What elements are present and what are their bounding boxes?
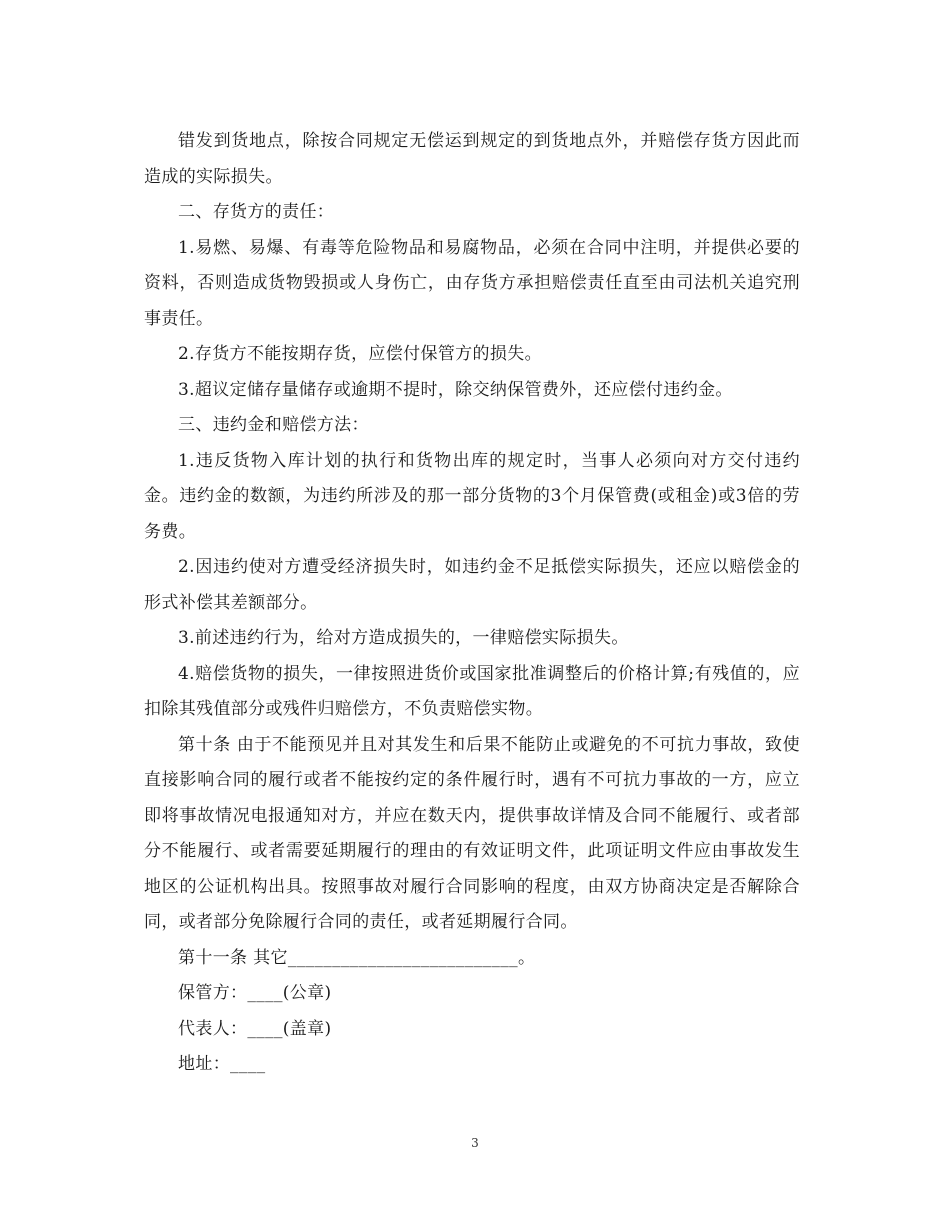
signature-custodian: 保管方：____(公章) xyxy=(178,983,332,1003)
paragraph-compensation-misdelivery: 错发到货地点，除按合同规定无偿运到规定的到货地点外，并赔偿存货方因此而造成的实际损失。 xyxy=(144,131,800,187)
document-body xyxy=(144,124,800,1083)
signature-address: 地址：____ xyxy=(178,1054,266,1074)
clause-economic-loss: 2.因违约使对方遭受经济损失时，如违约金不足抵偿实际损失，还应以赔偿金的形式补偿其差额部分。 xyxy=(144,557,800,613)
clause-goods-loss-valuation: 4.赔偿货物的损失，一律按照进货价或国家批准调整后的价格计算;有残值的，应扣除其残值部分或残件归赔偿方，不负责赔偿实物。 xyxy=(144,663,800,719)
article-eleven-other: 第十一条 其它__________________________。 xyxy=(178,947,536,968)
heading-depositor-liability: 二、存货方的责任： xyxy=(178,202,335,222)
clause-dangerous-goods: 1.易燃、易爆、有毒等危险物品和易腐物品，必须在合同中注明，并提供必要的资料，否则造成货物毁损或人身伤亡，由存货方承担赔偿责任直至由司法机关追究刑事责任。 xyxy=(144,237,800,329)
clause-over-storage: 3.超议定储存量储存或逾期不提时，除交纳保管费外，还应偿付违约金。 xyxy=(178,379,733,400)
signature-representative: 代表人：____(盖章) xyxy=(178,1018,332,1039)
heading-penalty-compensation: 三、违约金和赔偿方法： xyxy=(178,415,369,435)
clause-penalty-amount: 1.违反货物入库计划的执行和货物出库的规定时，当事人必须向对方交付违约金。违约金的数额，为违约所涉及的那一部分货物的3个月保管费(或租金)或3倍的劳务费。 xyxy=(144,450,800,542)
clause-late-deposit: 2.存货方不能按期存货，应偿付保管方的损失。 xyxy=(178,344,542,364)
page-number: 3 xyxy=(471,1136,479,1150)
clause-actual-loss: 3.前述违约行为，给对方造成损失的，一律赔偿实际损失。 xyxy=(178,628,629,648)
article-ten-force-majeure: 第十条 由于不能预见并且对其发生和后果不能防止或避免的不可抗力事故，致使直接影响合同的履行或者不能按约定的条件履行时，遇有不可抗力事故的一方，应立即将事故情况电报通知对方，并应在数天内，提供事故详情及合同不能履行、或者部分不能履行、或者需要延期履行的理由的有效证明文件，此项证明文件应由事故发生地区的公证机构出具。按照事故对履行合同影响的程度，由双方协商决定是否解除合同，或者部分免除履行合同的责任，或者延期履行合同。 xyxy=(144,734,800,932)
